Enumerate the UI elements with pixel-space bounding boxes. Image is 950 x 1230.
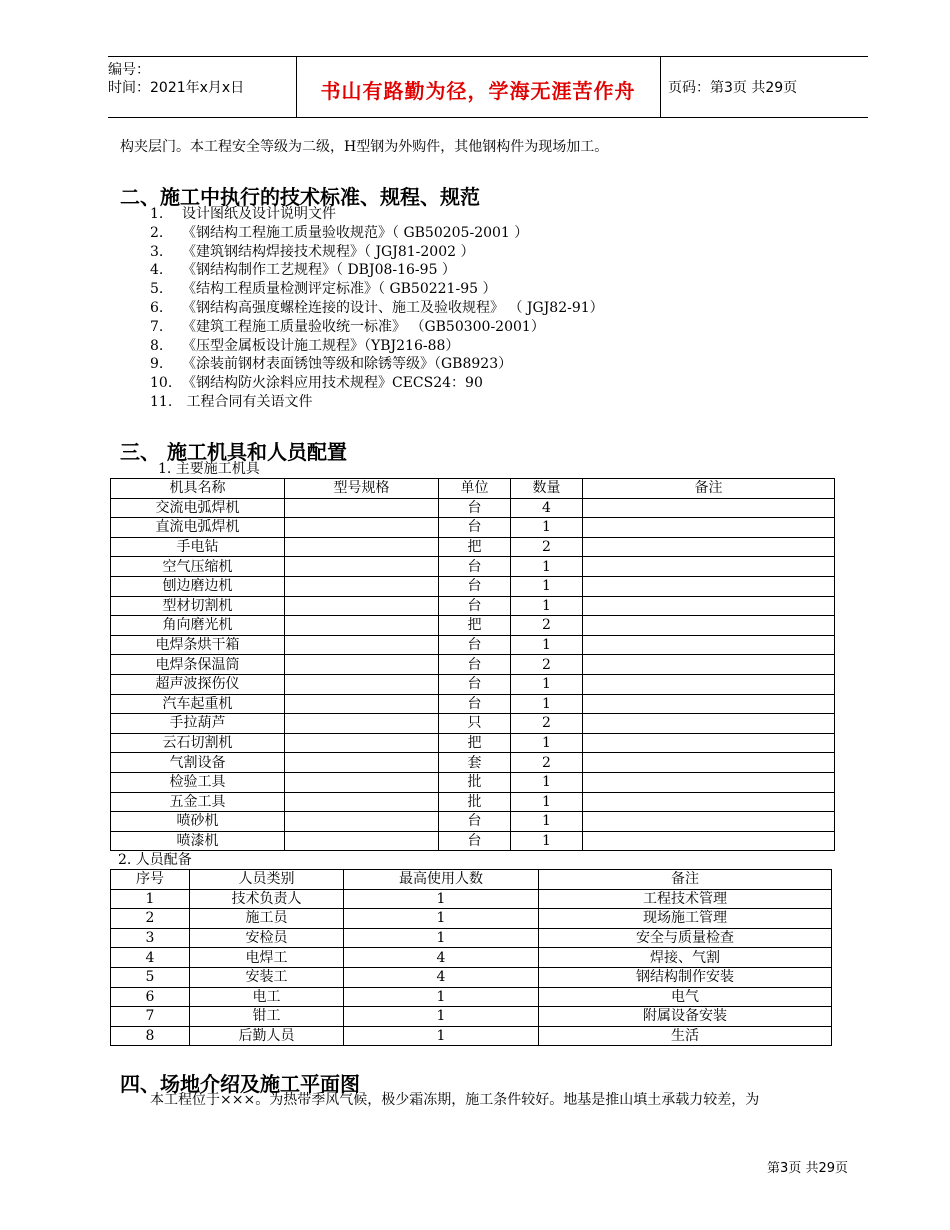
table-cell: 台 [439,498,511,518]
table-cell: 1 [511,812,583,832]
table-cell [583,753,835,773]
list-item-text: 《结构工程质量检测评定标准》（ GB50221-95 ） [182,281,497,298]
table-row [111,928,832,948]
table-cell [583,616,835,636]
list-item [150,318,604,337]
table-cell: 角向磨光机 [111,616,285,636]
table-cell: 4 [111,948,190,968]
list-item [150,355,604,374]
list-item-text: 设计图纸及设计说明文件 [182,206,336,222]
table-cell: 台 [439,655,511,675]
table-cell: 电焊条保温筒 [111,655,285,675]
header-meta [108,61,296,97]
table-cell: 2 [511,616,583,636]
table-row [111,714,835,734]
table-cell: 批 [439,772,511,792]
list-item-number: 6. [150,299,164,316]
list-item [150,205,604,224]
table-row [111,831,835,851]
list-item [150,280,604,299]
table-cell: 刨边磨边机 [111,576,285,596]
table-cell: 检验工具 [111,772,285,792]
table-cell: 1 [511,674,583,694]
header-time-label: 时间：2021年x月x日 [108,80,245,96]
table-cell: 1 [511,557,583,577]
table-cell [285,812,439,832]
column-header: 单位 [439,479,511,499]
table-cell [285,498,439,518]
column-header: 最高使用人数 [344,870,539,890]
table-cell: 1 [511,635,583,655]
column-header: 序号 [111,870,190,890]
table-cell: 1 [111,889,190,909]
table-cell: 五金工具 [111,792,285,812]
table-cell [285,576,439,596]
table-cell: 5 [111,967,190,987]
header-number-label: 编号： [108,62,150,78]
table-cell: 生活 [539,1026,832,1046]
table-cell [285,635,439,655]
list-item-number: 3. [150,243,164,260]
table-cell [583,596,835,616]
list-item-number: 8. [150,337,164,354]
list-item [150,224,604,243]
table-cell [285,518,439,538]
table-row [111,1026,832,1046]
table-cell: 1 [511,831,583,851]
table-row [111,557,835,577]
table-cell: 附属设备安装 [539,1007,832,1027]
table-row [111,772,835,792]
table-cell: 4 [511,498,583,518]
list-item [150,337,604,356]
table-cell: 7 [111,1007,190,1027]
table-cell: 1 [511,733,583,753]
column-header: 备注 [539,870,832,890]
list-item-number: 9. [150,356,164,373]
list-item-text: 《钢结构防火涂料应用技术规程》CECS24：90 [182,375,483,392]
table-row [111,655,835,675]
table-row [111,674,835,694]
header-motto: 书山有路勤为径，学海无涯苦作舟 [320,79,636,103]
table-cell [285,792,439,812]
table-row [111,596,835,616]
table-cell: 3 [111,928,190,948]
table-cell [583,576,835,596]
section-3-title: 三、 施工机具和人员配置 [120,440,347,464]
table-cell: 安装工 [190,967,344,987]
table-cell [583,714,835,734]
table-cell: 1 [344,889,539,909]
list-item [150,374,604,393]
table-row [111,987,832,1007]
section-2-title: 二、施工中执行的技术标准、规程、规范 [120,185,480,209]
table-cell: 超声波探伤仪 [111,674,285,694]
table-cell: 电焊条烘干箱 [111,635,285,655]
list-item-text: 《压型金属板设计施工规程》（YBJ216-88） [182,337,460,354]
table-cell: 安全与质量检查 [539,928,832,948]
list-item-number: 5. [150,281,164,298]
table-cell: 1 [344,1026,539,1046]
table-row [111,889,832,909]
table-cell: 电工 [190,987,344,1007]
table-row [111,733,835,753]
table-header-row [111,870,832,890]
list-item-number: 7. [150,318,164,335]
table-cell: 云石切割机 [111,733,285,753]
table-row [111,948,832,968]
table-cell: 台 [439,694,511,714]
table-row [111,537,835,557]
table-cell: 1 [344,987,539,1007]
list-item-text: 《建筑钢结构焊接技术规程》（ JGJ81-2002 ） [182,243,475,260]
table-cell [285,616,439,636]
table-cell [285,714,439,734]
list-item-number: 2. [150,224,164,241]
table-cell: 台 [439,557,511,577]
table-cell [583,498,835,518]
table-row [111,1007,832,1027]
table-cell: 施工员 [190,909,344,929]
table-cell: 电气 [539,987,832,1007]
table-cell: 把 [439,537,511,557]
table-cell: 台 [439,674,511,694]
table-cell: 2 [511,753,583,773]
list-item-text: 工程合同有关语文件 [182,393,313,410]
table-cell [285,557,439,577]
table-cell: 2 [511,655,583,675]
table-cell: 1 [511,596,583,616]
table-cell [583,772,835,792]
table-row [111,518,835,538]
table-row [111,967,832,987]
table-cell: 1 [511,694,583,714]
table-cell: 直流电弧焊机 [111,518,285,538]
table-cell [583,674,835,694]
table-cell: 1 [511,792,583,812]
table-cell: 1 [344,928,539,948]
table-cell: 6 [111,987,190,1007]
table-cell: 喷砂机 [111,812,285,832]
table-cell: 台 [439,518,511,538]
list-item-number: 4. [150,262,164,279]
table-cell [285,655,439,675]
table-cell: 8 [111,1026,190,1046]
table-cell: 只 [439,714,511,734]
table-cell: 空气压缩机 [111,557,285,577]
intro-paragraph: 构夹层门。本工程安全等级为二级，H型钢为外购件，其他钢构件为现场加工。 [120,139,609,155]
table-cell: 批 [439,792,511,812]
table-cell [583,812,835,832]
table-cell: 汽车起重机 [111,694,285,714]
table-cell: 台 [439,576,511,596]
table-cell: 4 [344,948,539,968]
table-cell: 台 [439,831,511,851]
table-cell [285,596,439,616]
table-cell: 技术负责人 [190,889,344,909]
column-header: 型号规格 [285,479,439,499]
table-cell [285,733,439,753]
table-cell: 把 [439,616,511,636]
table-cell [285,831,439,851]
table-cell: 电焊工 [190,948,344,968]
list-item-text: 《钢结构工程施工质量验收规范》（ GB50205-2001 ） [182,224,529,241]
table-cell [285,753,439,773]
table-cell: 手拉葫芦 [111,714,285,734]
column-header: 人员类别 [190,870,344,890]
table-row [111,753,835,773]
table-cell: 喷漆机 [111,831,285,851]
table-cell [285,694,439,714]
list-item-text: 《涂装前钢材表面锈蚀等级和除锈等级》（GB8923） [182,356,513,373]
page-footer: 第3页 共29页 [767,1161,848,1176]
list-item [150,243,604,262]
table-cell: 套 [439,753,511,773]
table-cell: 1 [511,518,583,538]
table-cell [285,537,439,557]
column-header: 备注 [583,479,835,499]
machines-subtitle: 1. 主要施工机具 [158,461,260,477]
header-divider [660,57,661,117]
table-row [111,909,832,929]
table-cell [583,518,835,538]
column-header: 数量 [511,479,583,499]
table-cell [583,792,835,812]
table-cell: 交流电弧焊机 [111,498,285,518]
list-item [150,393,604,412]
list-item [150,261,604,280]
table-cell: 气割设备 [111,753,285,773]
section-4-title: 四、场地介绍及施工平面图 [120,1072,360,1096]
table-row [111,616,835,636]
table-cell [583,537,835,557]
table-cell [583,557,835,577]
table-cell: 工程技术管理 [539,889,832,909]
list-item-text: 《钢结构高强度螺栓连接的设计、施工及验收规程》 （ JGJ82-91） [182,299,604,316]
table-cell: 1 [511,576,583,596]
table-cell: 型材切割机 [111,596,285,616]
table-cell [583,635,835,655]
list-item-text: 《建筑工程施工质量验收统一标准》 （GB50300-2001） [182,318,545,335]
machines-table [110,478,835,851]
table-cell [583,655,835,675]
table-cell: 台 [439,596,511,616]
list-item-number: 10. [150,375,173,392]
table-cell: 1 [344,909,539,929]
table-cell: 现场施工管理 [539,909,832,929]
column-header: 机具名称 [111,479,285,499]
list-item-text: 《钢结构制作工艺规程》（ DBJ08-16-95 ） [182,262,456,279]
table-row [111,576,835,596]
table-cell: 台 [439,635,511,655]
table-cell: 1 [511,772,583,792]
table-cell: 把 [439,733,511,753]
table-row [111,812,835,832]
table-cell [285,674,439,694]
table-row [111,498,835,518]
staff-table [110,869,832,1046]
table-cell: 安检员 [190,928,344,948]
table-cell [285,772,439,792]
table-cell: 钢结构制作安装 [539,967,832,987]
table-cell: 2 [111,909,190,929]
table-cell [583,831,835,851]
table-cell: 焊接、气割 [539,948,832,968]
section-4-paragraph: 本工程位于×××。为热带季风气候，极少霜冻期，施工条件较好。地基是推山填土承载力较差，为 [150,1092,760,1108]
table-cell: 台 [439,812,511,832]
list-item-number: 11. [150,393,173,410]
table-cell: 2 [511,537,583,557]
header-page-label: 页码：第3页 共29页 [668,80,798,96]
staff-subtitle: 2. 人员配备 [118,852,192,868]
table-row [111,792,835,812]
list-item [150,299,604,318]
table-cell [583,694,835,714]
table-cell: 后勤人员 [190,1026,344,1046]
table-header-row [111,479,835,499]
standards-list [150,205,604,412]
table-cell: 1 [344,1007,539,1027]
table-cell: 钳工 [190,1007,344,1027]
table-row [111,635,835,655]
table-row [111,694,835,714]
page-header [108,56,868,118]
table-cell: 2 [511,714,583,734]
list-item-number: 1. [150,206,164,222]
table-cell: 4 [344,967,539,987]
table-cell [583,733,835,753]
table-cell: 手电钻 [111,537,285,557]
